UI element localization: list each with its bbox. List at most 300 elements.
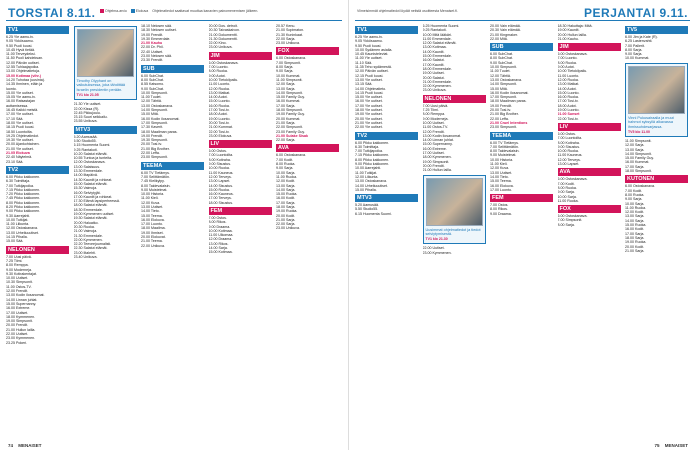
listing-line: 5.50 Studio55. [73, 139, 97, 143]
listing-line: 18.00 Kymmenen. [6, 314, 36, 319]
listing-line: 17.00 Sarja. [625, 164, 645, 169]
listing-line: 22.20 Teeveejournalisti. [73, 242, 112, 247]
listing-line: 14.00 Simpsonit. [625, 151, 652, 156]
listing-line: 10.00 Simpsonit. [141, 90, 168, 95]
listing-line: 6.00 Ostos. [557, 131, 576, 136]
left-divider [6, 20, 342, 21]
listing-line: 13.00 Sarja. [625, 214, 645, 219]
listing-line: 7.25 Tiimi. [6, 258, 23, 263]
listing-line: 7.00 Simpsonit. [276, 60, 301, 65]
listing-line: 21.30 Emmerdale. [73, 233, 103, 238]
listing-line: 9.50 Puoli kuusi. [355, 43, 382, 48]
listing-line: 14.00 Tieto. [141, 209, 160, 214]
listing-line: 8.00 Remppa. [422, 112, 446, 117]
listing-line: 13.00 Sarja. [276, 86, 296, 91]
listing-line: 8.00 Ruoka. [557, 60, 577, 65]
listing-line: 8.00 Rikos. [490, 207, 508, 212]
listing-line: 20.00 Vain elämää. [490, 24, 521, 28]
listing-line: 10.00 Simpsonit. [490, 65, 517, 70]
listing-line: 18.00 Sarja. [625, 235, 645, 240]
listing-line: 22.00 Kissa (R). [73, 106, 100, 111]
rating-icon [100, 9, 104, 13]
listing-line: 17.00 Uutiset. [6, 310, 29, 315]
listing-line: 15.00 Supernanny. [6, 301, 37, 306]
listing-line: 12.00 Ostoskanava. [73, 160, 106, 165]
listing-line: 8.00 Ruoka. [625, 192, 645, 197]
channel-header: TV2 [6, 166, 69, 174]
listing-line: 7.00 Ostos. [490, 203, 509, 208]
listing-line: 11.00 Yle uutiset. [355, 56, 383, 61]
listing-line: 10.00 Mitä lääkäri. [422, 32, 452, 37]
listing-line: 10.00 Sarja. [276, 170, 296, 175]
listing-line: 14.00 Simpsonit. [276, 90, 303, 95]
listing-line: 6.00 Ostoskanava. [276, 153, 306, 158]
listing-line: 14.00 Autot. [208, 95, 228, 100]
channel-header: JIM [558, 43, 621, 51]
listing-line: 10.00 Ruoka. [208, 166, 230, 171]
left-publication: MENAISET [18, 443, 42, 448]
listing-line: 21.00 Big Brother. [141, 146, 170, 151]
listing-line: 9.00 Draama. [490, 211, 512, 216]
listing-line: 17.00 Uutiset. [422, 151, 445, 156]
listing-line: 14.15 Pihalla. [6, 235, 28, 240]
right-footer [654, 443, 688, 448]
channel-header: TEEMA [141, 162, 204, 170]
listing-line: 23.00 Unikuva. [422, 88, 447, 93]
listing-line: 9.00 Sarja. [276, 69, 294, 74]
listing-line: 18.50 Luontoilta. [6, 129, 33, 134]
channel-header: MTV3 [355, 194, 418, 202]
listing-line: 7.00 Simpsonit. [557, 218, 583, 223]
highlight-line: 21.05 Elokuva [6, 151, 30, 156]
listing-line: 14.00 Sarja. [208, 246, 228, 251]
listing-line: 21.30 Kuninkaat. [276, 32, 303, 37]
channel-header: FEM [209, 207, 272, 215]
listing-line: 6.15 Huomenta Suomi. [73, 143, 111, 148]
listing-line: 15.00 Luonto. [557, 90, 580, 95]
listing-line: 11.00 Luonto. [208, 82, 231, 87]
listing-line: 17.00 Luonto. [141, 222, 163, 227]
listing-line: 21.00 Hullun lailla. [6, 327, 36, 332]
listing-line: 13.00 Yle uutiset. [355, 77, 383, 82]
listing-line: 16.00 Kodit. [276, 196, 296, 201]
listing-line: 9.05 Ykkösaamu. [6, 39, 34, 44]
listing-line: 18.00 Emmerdale. [422, 66, 452, 71]
listing-line: 21.00 Emmerdale. [422, 79, 452, 84]
listing-line: 7.00 Luonto. [208, 65, 229, 70]
listing-line: 12.00 Salatut elämät. [422, 41, 457, 46]
listing-line: 21.00 Vaimoja. [73, 229, 98, 234]
right-divider [355, 20, 690, 21]
listing-line: 21.00 Yle uutiset. [355, 120, 383, 125]
listing-line: 5.20 Aamusää. [355, 203, 379, 208]
channel-header: NELONEN [6, 246, 69, 254]
listing-line: 14.00 Urheiluuutiset. [355, 183, 388, 188]
right-page-number: 75 [654, 443, 660, 448]
channel-header: TEEMA [490, 132, 553, 140]
listing-line: 9.00 Sisustus. [208, 162, 232, 167]
listing-line: 10.00 Tietokilpailu. [557, 69, 588, 74]
listing-line: 23.00 Iltalehti. [73, 250, 96, 255]
listing-line: 16.00 Ruoka. [557, 95, 579, 100]
listing-line: 7.00 Kodit. [557, 181, 575, 186]
listing-line: 6.15 Huomenta Suomi. [355, 211, 392, 216]
listing-line: 15.00 Family Guy. [276, 95, 305, 100]
listing-line: 14.15 Puoli kuusi. [355, 90, 384, 95]
listing-line: 21.30 Yle uutiset. [73, 102, 102, 107]
listing-line: 6.00 SubChat. [141, 73, 164, 78]
listing-line: 15.00 Teema. [141, 213, 163, 218]
listing-line: 16.00 Extreme. [6, 306, 31, 311]
listing-line: 8.00 Sarja. [557, 222, 575, 227]
highlight-line: 21.00 Sunset [557, 112, 580, 117]
listing-line: 9.00 Sarja. [557, 190, 575, 195]
listing-line: 20.00 Haluatko. [73, 220, 99, 225]
listing-line: 12.00 Draama. [208, 237, 233, 242]
channel-header: AVA [558, 168, 621, 176]
listing-line: 23.00 Kymmenen. [422, 250, 452, 255]
listing-line: 8.00 Kotiraha. [208, 157, 231, 162]
listing-line: 6.00 Ostoskanava. [557, 214, 588, 219]
listing-line: 15.05 Yle aamu-tv. [6, 95, 36, 100]
listing-line: 14.00 Sisustus. [208, 183, 234, 188]
listing-line: 15.00 Sää. [6, 239, 24, 244]
channel-header: NELONEN [423, 95, 486, 103]
listing-line: 13.00 Urheiluuutiset. [6, 230, 39, 235]
listing-line: 9.00 Moderneja. [422, 116, 449, 121]
listing-line: 21.00 Hullun lailla. [422, 168, 452, 173]
listing-line: 12.00 Kuva. [141, 200, 161, 205]
listing-line: 10.00 Uutiset. [422, 120, 445, 125]
listing-line: 20.00 Kodit. [276, 213, 296, 218]
listing-line: 18.00 Salatut elämät. [73, 203, 108, 208]
listing-line: 23.00 Family Guy. [276, 129, 305, 134]
listing-line: 12.00 Tähtiä. [490, 73, 511, 78]
listing-line: 20.00 Salatut. [422, 75, 445, 80]
listing-line: 12.00 Päivän uutiset. [355, 69, 389, 74]
channel-header: FEM [490, 194, 553, 202]
listing-line: 12.00 Kodit. [276, 179, 296, 184]
listing-line: 18.00 Sisustus. [208, 200, 234, 205]
listing-line: 14.00 Linnan juhlat. [6, 297, 38, 302]
left-day-title: TORSTAI 8.11. [8, 6, 96, 20]
listing-line: 10.00 Kotimaa. [208, 228, 233, 233]
listing-line: 10.00 Tutkijat. [6, 217, 29, 222]
listing-line: 18.00 Simpsonit. [276, 108, 303, 113]
listing-line: 7.00 Kodit. [625, 188, 643, 193]
listing-line: 17.00 Sarja. [276, 200, 296, 205]
listing-line: 11.00 Ruoka. [276, 174, 298, 179]
listing-line: 20.00 Elokuvat. [141, 235, 166, 240]
photo-time: TV1 klo 21.30 [425, 237, 448, 242]
listing-line: 9.00 Draama. [208, 224, 231, 229]
right-column-3 [490, 24, 553, 439]
listing-line: 14.00 Sarja. [276, 187, 296, 192]
listing-line: 18.00 Autot. [208, 112, 228, 117]
listing-line: 9.00 Sarja. [625, 52, 643, 57]
listing-line: 15.00 Family Guy. [625, 156, 654, 161]
left-page-number: 74 [8, 443, 14, 448]
listing-line: luonto. [6, 86, 17, 91]
listing-line: 23.15 Suuri seikkailu. [73, 115, 108, 120]
listing-line: 16.00 Kauneus. [208, 192, 234, 197]
listing-line: 9.00 Sarja. [625, 197, 643, 202]
listing-line: 13.00 Ostoskanava. [355, 179, 387, 184]
listing-line: 12.00 Ostoskanava. [6, 226, 38, 231]
listing-line: 8.00 Pikku kakkonen. [355, 157, 390, 162]
listing-line: 18.00 Maailman paras. [141, 129, 178, 134]
listing-line: 15.00 Ruoka. [208, 187, 230, 192]
listing-line: 11.00 Terveydeksi. [6, 52, 36, 57]
listing-line: 11.00 Kieli. [141, 196, 159, 201]
listing-line: 13.00 Matkat. [557, 82, 580, 87]
listing-line: 22.00 Kymmenen. [73, 237, 103, 242]
program-photo [77, 29, 134, 77]
listing-line: 9.30 Kotirakentajat. [6, 271, 37, 276]
listing-line: 7.00 Uusi päivä. [422, 103, 449, 108]
highlight-line: 21.00 Kauhu [141, 41, 163, 46]
listing-line: 10.30 Simpsonit. [6, 280, 33, 285]
listing-line: 11.00 Luonto. [557, 73, 580, 78]
listing-line: 6.00 Pikku kakkonen. [6, 174, 41, 179]
listing-line: 12.00 Frendit. [422, 129, 445, 134]
listing-line: 22.00 Kymmenen. [422, 84, 452, 89]
listing-line: 17.00 Luonto. [490, 187, 512, 192]
listing-line: 13.00 Ohjelmatietoja. [6, 69, 40, 74]
listing-line: 13.00 Matkat. [208, 90, 231, 95]
listing-line: 14.00 Simpsonit. [141, 108, 168, 113]
listing-line: 8.00 Remppa. [6, 263, 29, 268]
channel-header: FOX [558, 205, 621, 213]
photo-caption: Vinni Pukusairaalla ja muut hahmot syksyllä alkavassa ihmissuhdesarjassa. [628, 115, 674, 129]
listing-line: 15.00 Ruoka. [276, 192, 298, 197]
listing-line: 12.00 Terveys. [557, 157, 581, 162]
listing-line: 19.00 Uutiset. [422, 71, 445, 76]
listing-line: 22.00 Tosi-tv. [208, 129, 230, 134]
listing-line: 19.00 Simpsonit. [6, 319, 33, 324]
listing-line: 12.00 Kuva. [490, 166, 510, 171]
listing-line: 11.00 Ulkomaa. [208, 233, 234, 238]
listing-line: 17.00 Tosi-tv. [557, 99, 579, 104]
listing-line: 20.00 Frendit. [6, 323, 29, 328]
listing-line: 22.00 Tosi-tv. [557, 116, 579, 121]
listing-line: 6.00 Ostoskanava. [557, 52, 588, 57]
listing-line: 13.30 Emmerdale. [73, 169, 103, 174]
listing-line: 7.25 Tiimi. [422, 108, 439, 113]
listing-line: 6.30 Toimittaja. [355, 144, 380, 149]
listing-line: 14.00 Linnan juhlat. [422, 138, 454, 143]
listing-line: 23.00 Kymmenen. [6, 336, 36, 341]
listing-line: 15.00 Mitä. [490, 86, 508, 91]
channel-header: SUB [490, 43, 553, 51]
listing-line: 6.00 Pikku kakkonen. [355, 140, 390, 145]
listing-line: 23.00 Simpsonit. [141, 155, 168, 160]
channel-header: TV5 [625, 26, 688, 34]
listing-line: 9.00 Pikku kakkonen. [6, 209, 41, 214]
left-column-2 [74, 24, 137, 439]
listing-line: 9.00 SubChat. [490, 60, 513, 65]
listing-line: 14.30 Kauniit ja rohkeat. [73, 177, 113, 182]
listing-line: 10.00 Uutiset. [6, 276, 29, 281]
listing-line: 13.00 Uutiset. [141, 204, 164, 209]
listing-line: 11.10 Sää. [355, 60, 373, 65]
listing-line: 7.45 Kielikylpy. [141, 179, 165, 184]
listing-line: 23.55 Unikuva. [73, 119, 98, 124]
listing-line: 10.45 Hyvä tietää. [6, 47, 35, 52]
listing-line: 9.00 Sarja. [276, 166, 294, 171]
listing-line: 11.00 Tutkijat. [355, 170, 378, 175]
listing-line: 10.55 Tuntoa ja tunteita. [73, 156, 113, 161]
listing-line: 23.00 Nelosen sää. [141, 54, 172, 59]
listing-line: 10.00 Historia. [490, 157, 514, 162]
channel-header: TV1 [355, 26, 418, 34]
listing-line: 12.00 Päivän uutiset. [6, 60, 40, 65]
left-column-3 [141, 24, 204, 439]
listing-line: 13.00 Salaisuus. [73, 164, 101, 169]
listing-line: 9.00 Muistelmat. [490, 153, 517, 158]
listing-line: 10.20 Salatut elämät. [73, 151, 108, 156]
listing-line: 17.00 Tosi-tv. [208, 108, 230, 113]
right-publication: MENAISET [664, 443, 688, 448]
listing-line: 5.50 Studio55. [355, 207, 379, 212]
listing-line: 18.00 Simpsonit. [625, 169, 652, 174]
listing-line: 19.00 Luonto. [208, 116, 231, 121]
listing-line: 17.00 Simpsonit. [141, 120, 168, 125]
listing-line: 19.30 Yle uutiset. [6, 138, 34, 143]
listing-line: 10.00 Sydämen asialla. [355, 47, 393, 52]
listing-line: 13.00 Rikos. [208, 241, 229, 246]
listing-line: 11.00 Simpsonit. [276, 77, 303, 82]
listing-line: 19.00 Ruoka. [276, 209, 298, 214]
listing-line: 16.00 Kodit. [625, 227, 645, 232]
listing-line: 8.00 Sarja. [276, 65, 294, 70]
listing-line: 19.00 Frendit. [490, 103, 513, 108]
listing-line: 18.30 Nelosen uutiset. [141, 28, 177, 33]
listing-line: 14.00 Tieto. [490, 174, 509, 179]
listing-line: 6.25 Yle aamu-tv. [6, 35, 34, 39]
listing-line: 18.00 Maailma. [141, 226, 166, 231]
listing-line: 22.00 Leffa. [490, 116, 509, 121]
listing-line: 19.00 Family Guy. [276, 112, 305, 117]
listing-line: 13.00 Kotimaa. [422, 45, 447, 50]
listing-line: 10.00 Tietokilpailu. [208, 77, 239, 82]
listing-line: 7.00 Pallerit. [625, 43, 645, 48]
listing-line: 20.00 Tosi-tv. [490, 108, 512, 113]
listing-line: 10.00 Historia. [141, 192, 165, 197]
listing-line: 18.30 Hakuttaja: Mitä. [557, 24, 593, 28]
listing-line: 13.00 Uutiset. [490, 170, 513, 175]
listing-line: 15.00 Luonto. [208, 99, 231, 104]
listing-line: 23.00 Unikuva. [276, 226, 300, 231]
listing-line: 20.30 Ruoka. [73, 224, 95, 229]
listing-line: 22.00 Leffa. [141, 151, 160, 156]
listing-line: 22.00 Dr. Phil. [141, 45, 164, 50]
listing-line: 8.00 Pikku kakkonen. [6, 200, 41, 205]
listing-line: 15.00 Emmerdale. [422, 54, 452, 59]
listing-line: 10.00 Sarja. [557, 194, 577, 199]
listing-line: 16.00 Elokuva. [490, 183, 514, 188]
listing-line: 21.00 Sopimaton. [276, 28, 305, 33]
listing-line: 16.00 Ratsastajan [6, 99, 35, 104]
listing-line: 22.00 Uutiset. [422, 246, 445, 251]
listing-line: 19.00 Frendit. [141, 32, 164, 37]
listing-line: 7.45 Pikku kakkonen. [6, 196, 41, 201]
listing-line: 18.10 Nelosen sää. [141, 24, 172, 28]
listing-line: 7.00 Tutkijapoika. [6, 183, 34, 188]
listing-line: 15.00 Pihalla. [355, 187, 377, 192]
listing-line: 10.00 Kummat. [625, 56, 650, 61]
listing-line: 12.55 Tuhlaajapoika. [6, 65, 40, 70]
listing-line: 7.00 Kodit. [276, 157, 294, 162]
listing-line: 19.30 Salatut elämät. [73, 216, 108, 221]
program-photo [426, 178, 483, 226]
listing-line: 14.00 Sarja. [625, 218, 645, 223]
listing-line: 8.00 Taidevalaisin. [141, 183, 171, 188]
highlight-line: 15.00 Kotimaa (vihr.) [6, 73, 41, 78]
listing-line: 13.00 Ostoskanava. [141, 103, 173, 108]
listing-line: 14.00 Kauniit. [422, 49, 445, 54]
listing-line: 23.40 Unikuva. [73, 255, 98, 260]
listing-line: 16.00 Kummat. [276, 99, 301, 104]
listing-line: 7.00 Luontoilta. [208, 153, 234, 158]
listing-line: 23.30 Frendit. [141, 58, 164, 63]
listing-line: 23.00 Unikuva. [276, 41, 300, 46]
listing-line: 21.00 Teema. [141, 239, 163, 244]
right-column-4 [558, 24, 621, 439]
listing-line: 6.00 Ostos. [208, 149, 227, 154]
channel-header: KUTONEN [625, 175, 688, 183]
listing-line: 17.00 Yle uutiset. [6, 112, 34, 117]
listing-line: 19.00 Kymmenen uutiset. [73, 212, 115, 217]
listing-line: 11.00 Kauneus. [557, 153, 583, 158]
channel-header: TV2 [355, 132, 418, 140]
listing-line: 22.40 Näytelmä. [6, 155, 33, 160]
listing-line: 13.00 Lapset. [208, 179, 231, 184]
listing-line: 13.00 Sarja. [276, 183, 296, 188]
listing-line: 12.00 Frendit. [6, 289, 29, 294]
left-column-1 [6, 24, 69, 439]
photo-caption: Uusimmat ohjelmatiedot ja tiedot selviytymisestä. [425, 227, 481, 236]
listing-line: 10.00 Sarja. [625, 201, 645, 206]
listing-line: 8.00 Ruoka. [557, 185, 577, 190]
highlight-line: 21.00 Cruel Intentions [490, 120, 528, 125]
listing-line: 15.00 Mitä. [141, 112, 159, 117]
right-feature-box-2 [625, 63, 688, 137]
right-column-2 [423, 24, 486, 439]
listing-line: 20.00 Hullun lailla. [557, 32, 587, 37]
left-footer [8, 443, 42, 448]
listing-line: 19.00 Kauniit. [557, 28, 580, 33]
listing-line: 6.00 TV Tietämys. [490, 140, 519, 145]
listing-line: 15.00 Supernanny. [422, 142, 453, 147]
listing-line: 21.00 Sarja. [276, 217, 296, 222]
listing-line: 22.00 Uutiset. [6, 332, 29, 336]
listing-line: 21.00 Dokumentti. [208, 32, 238, 37]
listing-line: 12.00 Tähtiä. [141, 99, 162, 104]
listing-line: 23.00 Unikuva. [208, 45, 233, 50]
listing-line: 8.00 Rikos. [208, 220, 227, 225]
listing-line: 9.50 Puoli kuusi. [6, 43, 33, 48]
listing-line: 14.20 Tuhotaa (uusinta). [6, 77, 45, 82]
listing-line: 22.45 Pikkujoulu. [73, 110, 101, 115]
listing-line: 17.30 Kaverit. [141, 125, 164, 130]
listing-line: 8.00 Taidevalaisin. [490, 149, 520, 154]
listing-line: 12.00 Kodit. [625, 210, 645, 215]
right-day-title: PERJANTAI 9.11. [584, 6, 688, 20]
listing-line: 20.00 Kummat. [276, 116, 301, 121]
listing-line: 7.00 Luonto. [557, 56, 578, 61]
listing-line: 6.00 SubChat. [490, 52, 513, 57]
